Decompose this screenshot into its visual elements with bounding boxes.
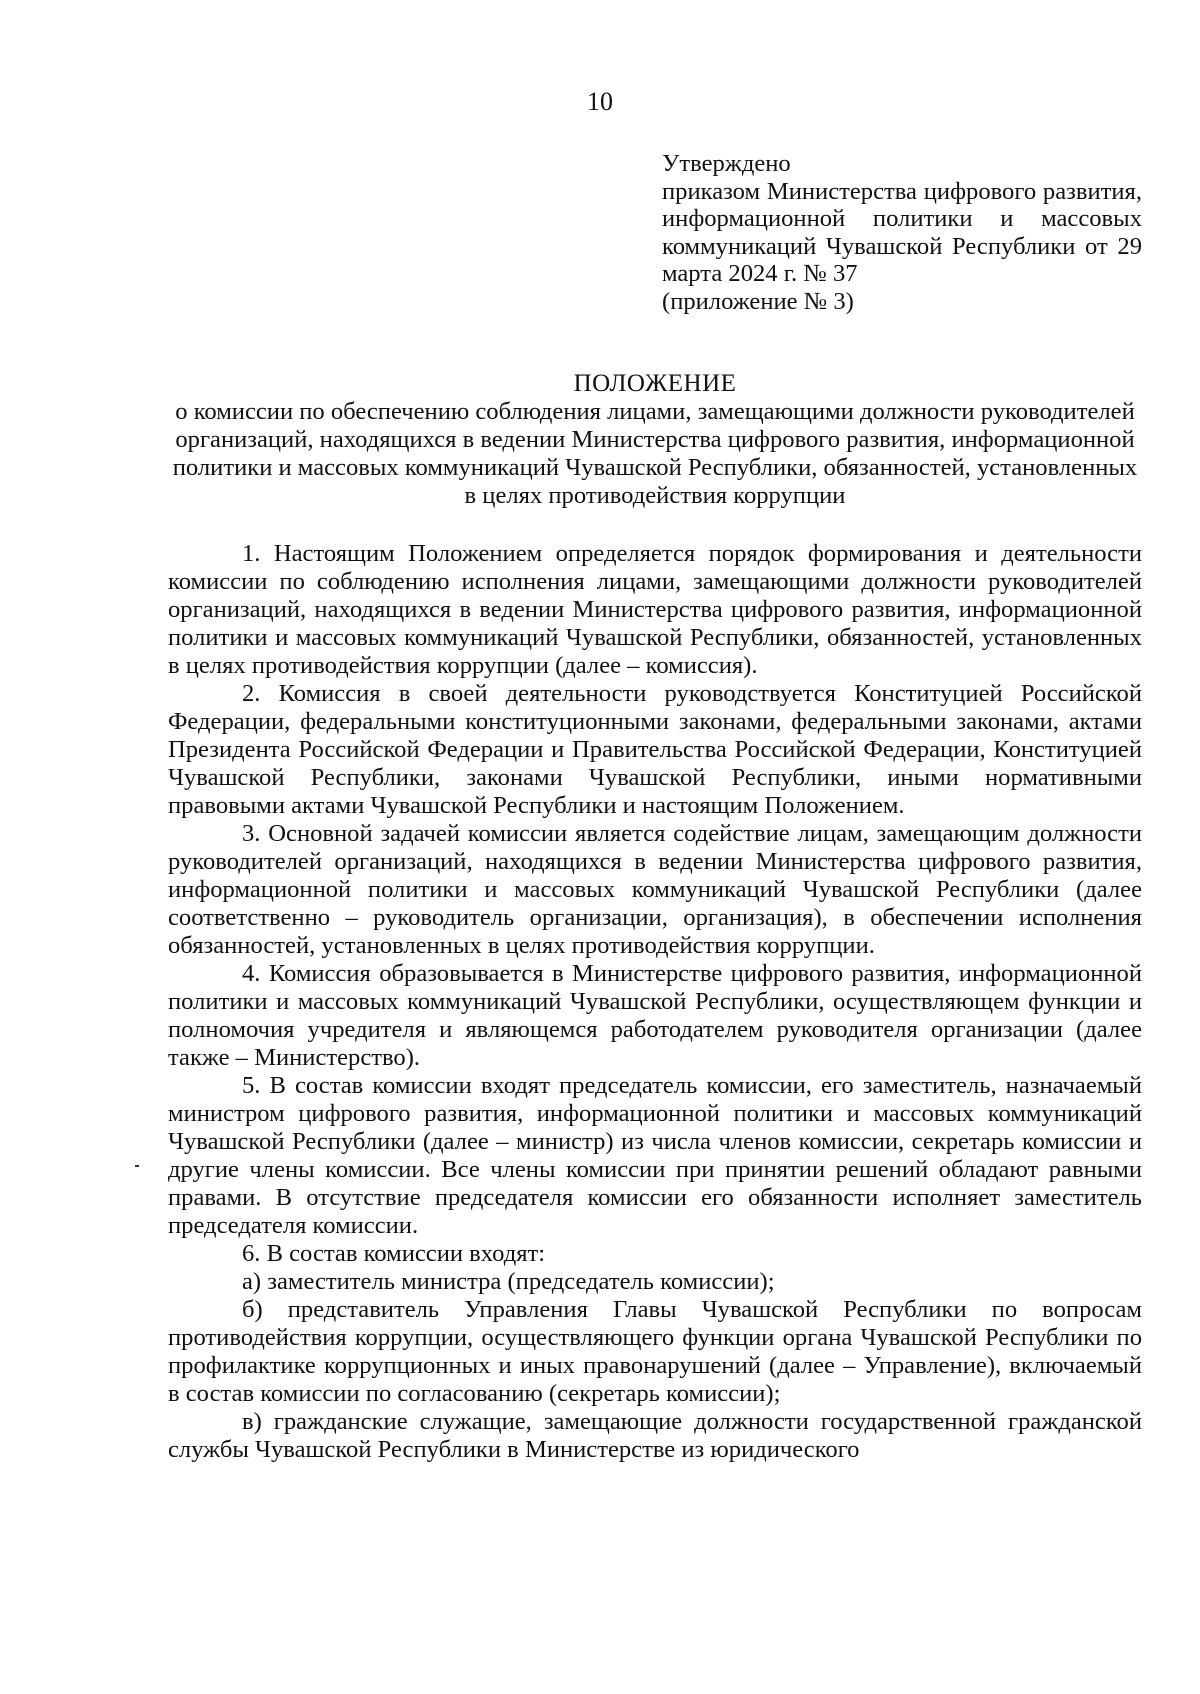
document-body — [168, 540, 1142, 1464]
paragraph-2: 2. Комиссия в своей деятельности руководствуется Конституцией Российской Федерации, федеральными конституционными законами, федеральными законами, актами Президента Российской Федерации и Правительства Российской Федерации, Конституцией Чувашской Республики, законами Чувашской Республики, иными нормативными правовыми актами Чувашской Республики и настоящим Положением. — [168, 680, 1142, 819]
scan-artifact-mark — [135, 1165, 139, 1167]
paragraph-6: 6. В состав комиссии входят: — [242, 1240, 546, 1267]
paragraph-1: 1. Настоящим Положением определяется порядок формирования и деятельности комиссии по соблюдению исполнения лицами, замещающими должности руководителей организаций, находящихся в ведении Министерства цифрового развития, информационной политики и массовых коммуникаций Чувашской Республики, обязанностей, установленных в целях противодействия коррупции (далее – комиссия). — [168, 540, 1142, 679]
approval-label: Утверждено — [662, 150, 791, 177]
approval-stamp-block — [662, 150, 1142, 315]
document-subtitle: о комиссии по обеспечению соблюдения лицами, замещающими должности руководителей организаций, находящихся в ведении Министерства цифрового развития, информационной политики и массовых коммуникаций Чувашской Республики, обязанностей, установленных в целях противодействия коррупции — [172, 398, 1138, 509]
document-title-block — [168, 370, 1142, 510]
paragraph-4: 4. Комиссия образовывается в Министерстве цифрового развития, информационной политики и массовых коммуникаций Чувашской Республики, осуществляющем функции и полномочия учредителя и являющемся работодателем руководителя организации (далее также – Министерство). — [168, 960, 1142, 1071]
paragraph-3: 3. Основной задачей комиссии является содействие лицам, замещающим должности руководителей организаций, находящихся в ведении Министерства цифрового развития, информационной политики и массовых коммуникаций Чувашской Республики (далее соответственно – руководитель организации, организация), в обеспечении исполнения обязанностей, установленных в целях противодействия коррупции. — [168, 820, 1142, 959]
paragraph-6a: а) заместитель министра (председатель комиссии); — [242, 1268, 775, 1295]
approval-order-text: приказом Министерства цифрового развития, информационной политики и массовых коммуникаций Чувашской Республики от 29 марта 2024 г. № 37 — [662, 177, 1142, 287]
paragraph-6b: б) представитель Управления Главы Чувашской Республики по вопросам противодействия коррупции, осуществляющего функции органа Чувашской Республики по профилактике коррупционных и иных правонарушений (далее – Управление), включаемый в состав комиссии по согласованию (секретарь комиссии); — [168, 1296, 1142, 1407]
document-heading: ПОЛОЖЕНИЕ — [573, 370, 737, 397]
page-number: 10 — [587, 87, 613, 116]
paragraph-6v: в) гражданские служащие, замещающие должности государственной гражданской службы Чувашской Республики в Министерстве из юридического — [168, 1408, 1142, 1463]
paragraph-5: 5. В состав комиссии входят председатель комиссии, его заместитель, назначаемый министром цифрового развития, информационной политики и массовых коммуникаций Чувашской Республики (далее – министр) из числа членов комиссии, секретарь комиссии и другие члены комиссии. Все члены комиссии при принятии решений обладают равными правами. В отсутствие председателя комиссии его обязанности исполняет заместитель председателя комиссии. — [168, 1072, 1142, 1239]
approval-appendix: (приложение № 3) — [662, 287, 854, 315]
